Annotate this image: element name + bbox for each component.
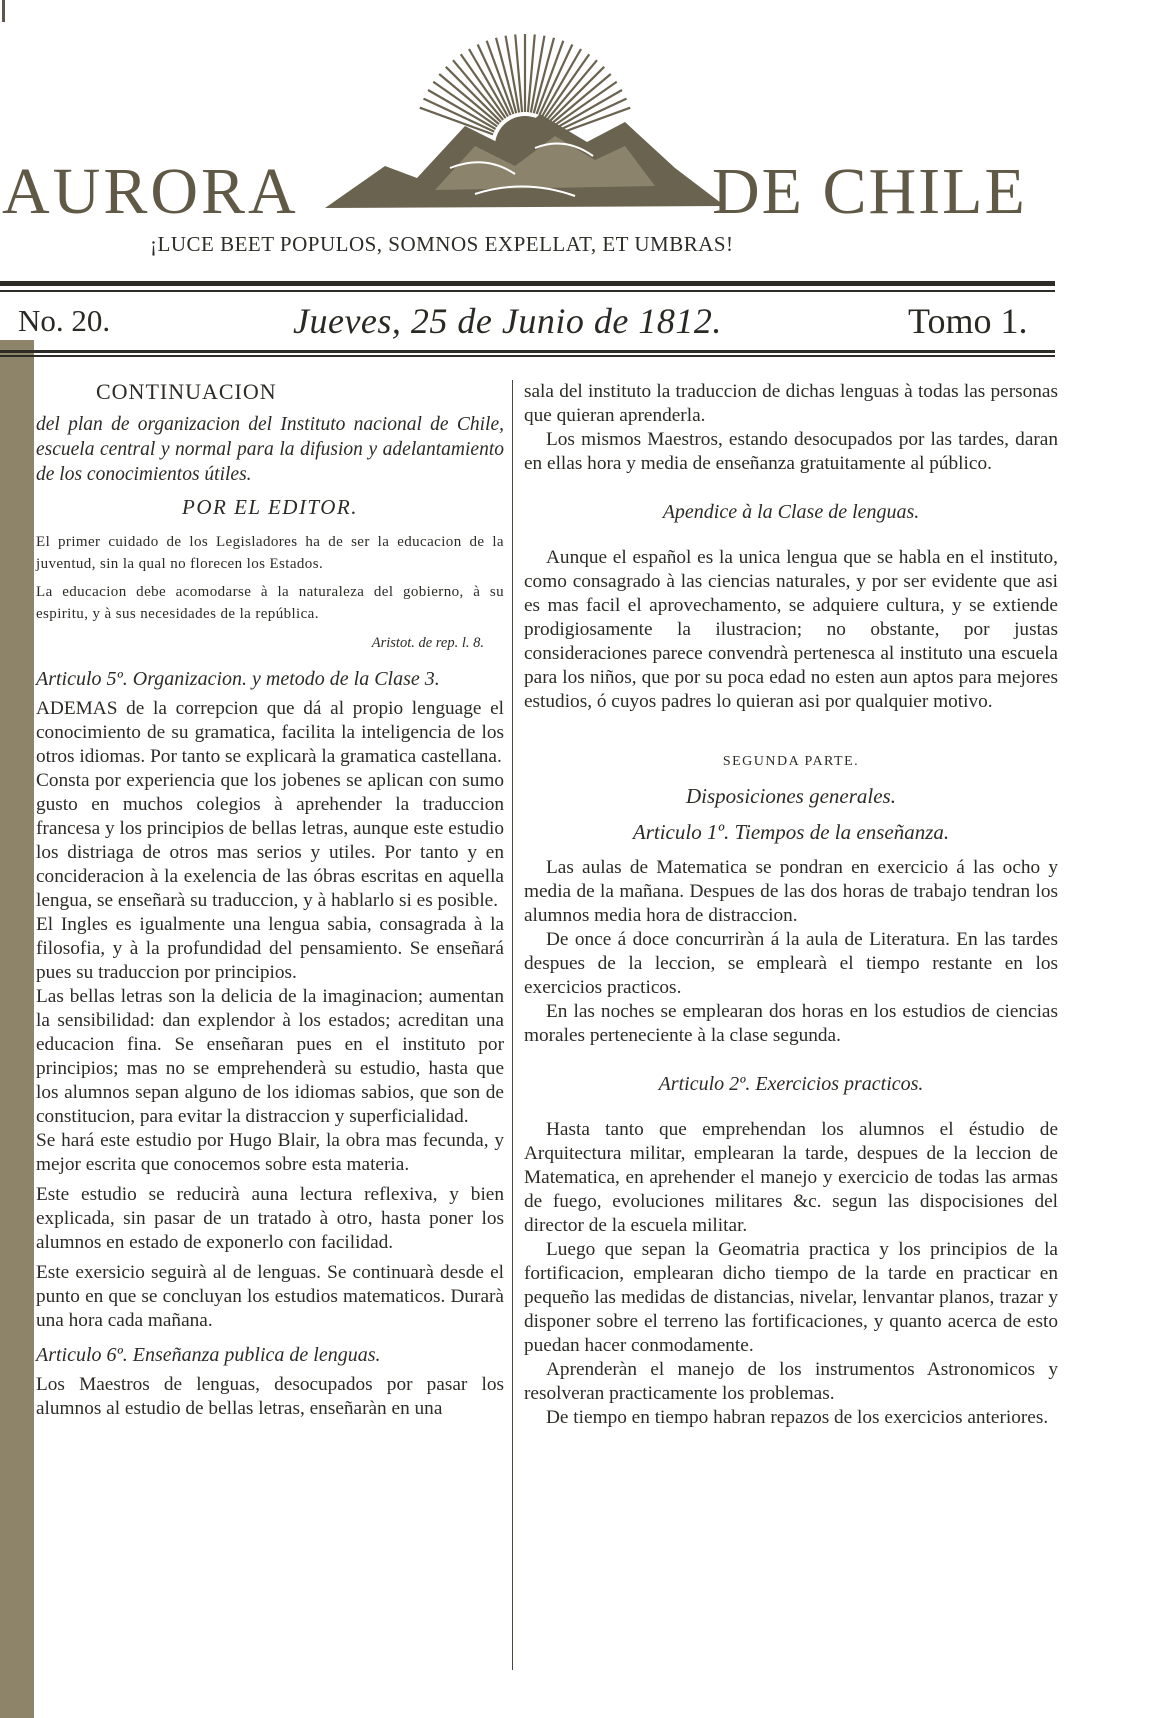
article-2-heading: Articulo 2º. Exercicios practicos.	[658, 1073, 924, 1095]
paragraph: ADEMAS de la correpcion que dá al propio lenguage el conocimiento de su gramatica, facilita la inteligencia de los otros idiomas. Por tanto se explicarà la gramatica castellana.	[36, 698, 504, 767]
article-6-heading: Articulo 6º. Enseñanza publica de lenguas.	[36, 1344, 381, 1366]
issue-date: Jueves, 25 de Junio de 1812.	[293, 301, 722, 341]
section-heading: Disposiciones generales.	[686, 784, 896, 808]
right-column	[524, 380, 1058, 1430]
paragraph: Luego que sepan la Geomatria practica y los principios de la fortificacion, emplearan dicho tiempo de la tarde en practicar en pequeño las medidas de distancias, nivelar, lenvantar planos, trazar y disponer sobre el terreno las fortificaciones, y quanto acerca de esto puedan hacer conmodamente.	[524, 1239, 1058, 1356]
editor-byline: POR EL EDITOR.	[182, 495, 358, 519]
masthead-motto: ¡LUCE BEET POPULOS, SOMNOS EXPELLAT, ET UMBRAS!	[150, 232, 734, 256]
paragraph: El Ingles es igualmente una lengua sabia, consagrada à la filosofia, y à la profundidad del pensamiento. Se enseñará pues su traduccion por principios.	[36, 914, 504, 983]
masthead-title-right: DE CHILE	[712, 155, 1027, 228]
paragraph: Se hará este estudio por Hugo Blair, la obra mas fecunda, y mejor escrita que conocemos sobre esta materia.	[36, 1130, 504, 1175]
plan-title: del plan de organizacion del Instituto nacional de Chile, escuela central y normal para la difusion y adelantamiento de los conocimientos útiles.	[36, 414, 504, 485]
column-divider	[512, 380, 513, 1670]
masthead-title-left: AURORA	[2, 155, 299, 228]
paragraph: Aprenderàn el manejo de los instrumentos Astronomicos y resolveran practicamente los problemas.	[524, 1359, 1058, 1404]
epigraph-2: La educacion debe acomodarse à la naturaleza del gobierno, à su espiritu, y à sus necesidades de la república.	[36, 584, 504, 622]
left-column	[36, 380, 504, 1421]
header-rule-bottom	[0, 350, 1055, 353]
paragraph: Este exersicio seguirà al de lenguas. Se continuarà desde el punto en que se concluyan los estudios matematicos. Durarà una hora cada mañana.	[36, 1262, 504, 1331]
paragraph: En las noches se emplearan dos horas en los estudios de ciencias morales perteneciente à la clase segunda.	[524, 1001, 1058, 1046]
epigraph-1: El primer cuidado de los Legisladores ha de ser la educacion de la juventud, sin la qual no florecen los Estados.	[36, 534, 504, 572]
dateline	[0, 296, 1060, 346]
paragraph: Aunque el español es la unica lengua que se habla en el instituto, como consagrado à las ciencias naturales, y por ser evidente que asi es mas facil el aprovechamento, se adquiere cultura, y se extiende prodigiosamente la ilustracion; no obstante, por justas consideraciones parece convendrà pertenesca al instituto una escuela para los niños, que por su poca edad no esten aun aptos para mejores estudios, ó cuyos padres lo quieran asi por qualquier motivo.	[524, 547, 1058, 712]
epigraph-attribution: Aristot. de rep. l. 8.	[371, 635, 484, 651]
paragraph: De tiempo en tiempo habran repazos de los exercicios anteriores.	[546, 1407, 1049, 1428]
issue-number: No. 20.	[18, 303, 111, 338]
appendix-heading: Apendice à la Clase de lenguas.	[662, 501, 920, 523]
paragraph: sala del instituto la traduccion de dichas lenguas à todas las personas que quieran aprenderla.	[524, 381, 1058, 426]
article-1-heading: Articulo 1º. Tiempos de la enseñanza.	[632, 820, 950, 844]
paragraph: Hasta tanto que emprehendan los alumnos el éstudio de Arquitectura militar, emplearan la tarde, despues de la leccion de Matematica, en aprehender el manejo y exercicio de todas las armas de fuego, evoluciones militares &c. segun las dispocisiones del director de la escuela militar.	[524, 1119, 1058, 1236]
paragraph: Consta por experiencia que los jobenes se aplican con sumo gusto en muchos colegios à aprehender la traduccion francesa y los principios de bellas letras, aunque este estudio los distriaga de otros mas serios y utiles. Por tanto y en concideracion à la exelencia de las óbras escritas en aquella lengua, se enseñarà su traduccion, y à hablarlo si es posible.	[36, 770, 504, 911]
header-rule-bottom-thin	[0, 355, 1055, 357]
sunrise-emblem-icon	[325, 18, 725, 228]
header-rule-top-thin	[0, 290, 1055, 292]
part-heading: SEGUNDA PARTE.	[722, 754, 860, 769]
article-5-heading: Articulo 5º. Organizacion. y metodo de la Clase 3.	[36, 668, 440, 690]
volume-label: Tomo 1.	[908, 301, 1028, 341]
header-rule-top	[0, 281, 1055, 286]
paragraph: Los Maestros de lenguas, desocupados por pasar los alumnos al estudio de bellas letras, enseñaràn en una	[36, 1374, 504, 1419]
paragraph: Las aulas de Matematica se pondran en exercicio á las ocho y media de la mañana. Despues de las dos horas de trabajo tendran los alumnos media hora de distraccion.	[524, 857, 1058, 926]
paragraph: Las bellas letras son la delicia de la imaginacion; aumentan la sensibilidad: dan explendor à los estados; acreditan una educacion fina. Se enseñaran pues en el instituto por principios; mas no se emprehenderà su estudio, hasta que los alumnos sepan alguno de los idiomas sabios, que son de constitucion, para evitar la distraccion y superficialidad.	[36, 986, 504, 1127]
page-edge-shadow	[0, 340, 34, 1718]
continuation-heading: CONTINUACION	[96, 379, 277, 404]
paragraph: De once á doce concurriràn á la aula de Literatura. En las tardes despues de la leccion, se emplearà el tiempo restante en los exercicios practicos.	[524, 929, 1058, 998]
paragraph: Este estudio se reducirà auna lectura reflexiva, y bien explicada, sin pasar de un tratado à otro, hasta poner los alumnos en estado de exponerlo con facilidad.	[36, 1184, 504, 1253]
masthead	[0, 0, 1168, 300]
paragraph: Los mismos Maestros, estando desocupados por las tardes, daran en ellas hora y media de enseñanza gratuitamente al público.	[524, 429, 1058, 474]
